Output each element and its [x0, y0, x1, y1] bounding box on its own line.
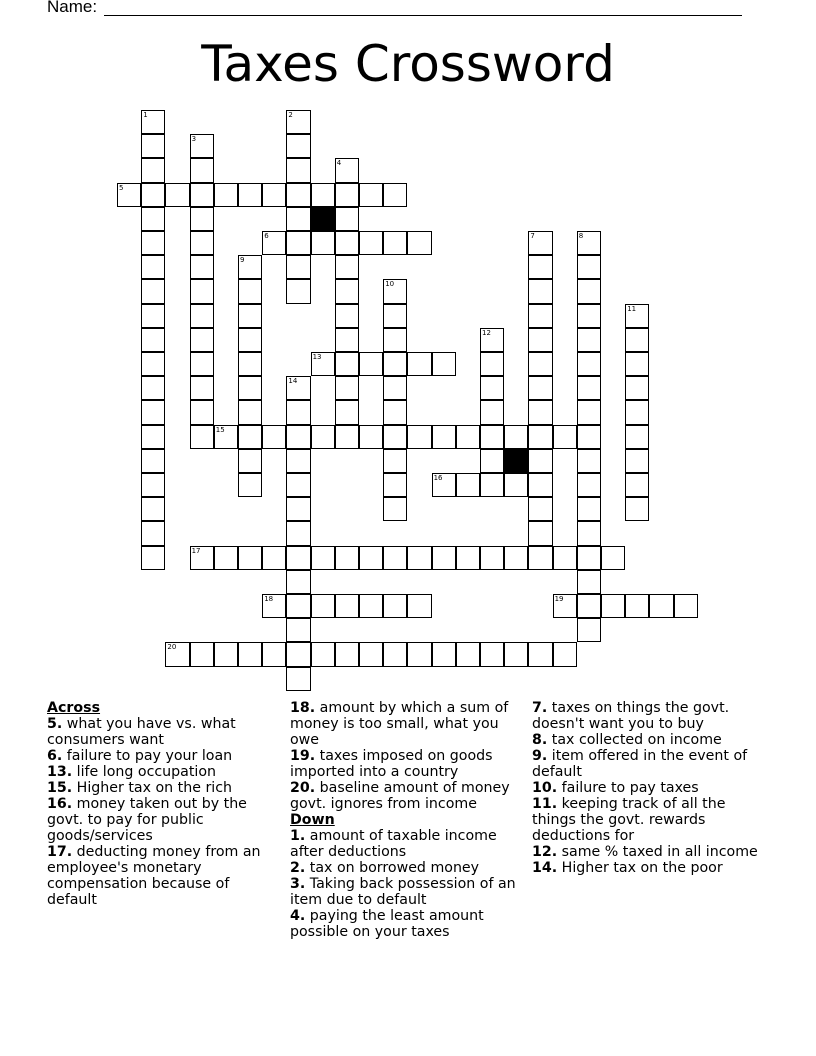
grid-cell[interactable] [480, 352, 504, 376]
across-clue [47, 764, 272, 780]
grid-cell[interactable] [456, 473, 480, 497]
grid-cell[interactable] [141, 255, 165, 279]
name-label: Name: [47, 0, 98, 16]
clue-number: 5 [119, 183, 124, 192]
grid-cell[interactable] [577, 594, 601, 618]
clue-number-label: 11. [532, 796, 558, 812]
grid-cell[interactable] [383, 304, 407, 328]
grid-cell[interactable] [238, 328, 262, 352]
clue-number: 12 [482, 328, 491, 337]
clue-number-label: 12. [532, 844, 558, 860]
grid-cell[interactable] [601, 594, 625, 618]
grid-cell[interactable] [238, 449, 262, 473]
grid-cell[interactable] [286, 473, 310, 497]
grid-cell[interactable] [335, 304, 359, 328]
grid-cell[interactable] [383, 594, 407, 618]
grid-cell[interactable] [335, 425, 359, 449]
grid-cell[interactable] [359, 594, 383, 618]
clue-number: 2 [288, 111, 293, 119]
grid-cell[interactable] [528, 425, 552, 449]
grid-cell[interactable] [311, 642, 335, 666]
grid-cell[interactable] [311, 425, 335, 449]
grid-cell[interactable] [625, 594, 649, 618]
grid-cell[interactable] [238, 304, 262, 328]
clue-number: 19 [554, 595, 564, 603]
across-clue [47, 716, 272, 748]
grid-cell[interactable] [262, 642, 286, 666]
grid-cell[interactable] [238, 376, 262, 400]
grid-cell[interactable] [335, 231, 359, 255]
grid-cell[interactable] [335, 279, 359, 303]
grid-cell[interactable] [528, 473, 552, 497]
grid-cell[interactable] [577, 546, 601, 570]
grid-cell[interactable] [311, 546, 335, 570]
grid-cell[interactable] [335, 400, 359, 424]
clue-number-label: 4. [290, 908, 306, 924]
grid-cell[interactable] [141, 279, 165, 303]
grid-cell[interactable] [141, 376, 165, 400]
grid-cell[interactable] [383, 497, 407, 521]
down-clue [290, 828, 522, 860]
grid-cell[interactable] [577, 255, 601, 279]
grid-cell[interactable] [407, 546, 431, 570]
grid-cell[interactable] [456, 425, 480, 449]
grid-cell[interactable] [286, 279, 310, 303]
grid-cell[interactable] [432, 546, 456, 570]
grid-cell[interactable] [625, 352, 649, 376]
down-clue [290, 908, 522, 940]
grid-cell[interactable] [480, 400, 504, 424]
grid-cell[interactable] [141, 207, 165, 231]
grid-cell[interactable] [577, 376, 601, 400]
grid-cell[interactable] [141, 425, 165, 449]
grid-cell[interactable] [335, 546, 359, 570]
clue-number-label: 18. [290, 700, 316, 716]
down-clue [290, 860, 522, 876]
across-clue [290, 780, 522, 812]
clue-text: failure to pay taxes [557, 780, 699, 796]
across-clue [290, 748, 522, 780]
clue-number: 13 [312, 353, 322, 361]
grid-cell[interactable] [262, 425, 286, 449]
grid-cell[interactable] [141, 328, 165, 352]
grid-cell[interactable] [335, 642, 359, 666]
down-clue [532, 780, 772, 796]
down-clue [532, 796, 772, 844]
clue-text: item offered in the event of default [532, 748, 748, 780]
grid-cell[interactable] [577, 279, 601, 303]
grid-cell[interactable] [286, 183, 310, 207]
grid-cell[interactable] [286, 400, 310, 424]
grid-cell[interactable] [480, 425, 504, 449]
grid-cell[interactable] [190, 158, 214, 182]
grid-cell[interactable] [480, 473, 504, 497]
clue-number: 16 [433, 474, 443, 482]
grid-cell[interactable] [141, 521, 165, 545]
grid-cell[interactable] [625, 400, 649, 424]
clue-number-label: 10. [532, 780, 558, 796]
grid-cell[interactable] [190, 231, 214, 255]
clue-number-label: 17. [47, 844, 73, 860]
down-clue [532, 844, 772, 860]
grid-cell[interactable] [141, 304, 165, 328]
grid-cell[interactable] [383, 473, 407, 497]
clue-number-label: 7. [532, 700, 548, 716]
grid-cell[interactable] [528, 546, 552, 570]
grid-cell[interactable] [141, 134, 165, 158]
grid-cell[interactable] [480, 642, 504, 666]
grid-cell[interactable] [625, 497, 649, 521]
clue-number: 4 [336, 159, 342, 168]
grid-cell[interactable] [577, 449, 601, 473]
grid-cell[interactable] [165, 183, 189, 207]
grid-cell[interactable] [359, 352, 383, 376]
grid-cell[interactable] [480, 546, 504, 570]
grid-cell[interactable] [432, 642, 456, 666]
grid-cell[interactable] [528, 328, 552, 352]
grid-cell[interactable] [625, 449, 649, 473]
clues-heading: Down [290, 812, 335, 828]
clue-text: Higher tax on the rich [72, 780, 233, 796]
grid-cell[interactable] [625, 425, 649, 449]
grid-cell[interactable] [432, 425, 456, 449]
clue-text: paying the least amount possible on your taxes [290, 908, 484, 940]
grid-cell[interactable] [214, 183, 238, 207]
clue-text: tax collected on income [547, 732, 722, 748]
grid-cell[interactable] [528, 279, 552, 303]
page-title: Taxes Crossword [201, 35, 615, 93]
grid-cell[interactable] [504, 473, 528, 497]
grid-cell[interactable] [262, 183, 286, 207]
grid-cell[interactable] [456, 642, 480, 666]
grid-cell[interactable] [286, 667, 310, 691]
grid-cell[interactable] [262, 546, 286, 570]
clue-text: failure to pay your loan [62, 748, 233, 764]
clue-number: 1 [143, 111, 148, 119]
grid-cell[interactable] [190, 304, 214, 328]
grid-cell[interactable] [286, 546, 310, 570]
grid-cell[interactable] [432, 352, 456, 376]
grid-cell[interactable] [577, 618, 601, 642]
grid-cell[interactable] [190, 400, 214, 424]
clue-number-label: 15. [47, 780, 73, 796]
clue-number-label: 6. [47, 748, 63, 764]
grid-cell[interactable] [286, 570, 310, 594]
grid-cell[interactable] [674, 594, 698, 618]
grid-cell[interactable] [311, 231, 335, 255]
across-clue [47, 748, 272, 764]
grid-cell[interactable] [190, 183, 214, 207]
grid-cell[interactable] [238, 546, 262, 570]
grid-cell[interactable] [286, 521, 310, 545]
clue-number: 17 [191, 546, 201, 555]
clue-number-label: 16. [47, 796, 73, 812]
grid-cell[interactable] [504, 546, 528, 570]
grid-cell[interactable] [286, 618, 310, 642]
clue-text: amount by which a sum of money is too small, what you owe [290, 700, 509, 748]
grid-cell[interactable] [311, 183, 335, 207]
clue-number-label: 1. [290, 828, 306, 844]
clue-text: money taken out by the govt. to pay for public goods/services [47, 796, 247, 844]
clue-number-label: 8. [532, 732, 548, 748]
grid-cell[interactable] [335, 328, 359, 352]
clues-column-2 [290, 700, 522, 940]
grid-cell[interactable] [553, 642, 577, 666]
grid-cell[interactable] [190, 279, 214, 303]
clue-number-label: 3. [290, 876, 306, 892]
grid-cell[interactable] [383, 328, 407, 352]
down-clue [532, 860, 772, 876]
grid-cell[interactable] [625, 473, 649, 497]
grid-cell[interactable] [577, 352, 601, 376]
grid-cell[interactable] [286, 449, 310, 473]
clue-number: 3 [191, 135, 197, 144]
grid-cell[interactable] [649, 594, 673, 618]
clue-text: amount of taxable income after deductions [290, 828, 497, 860]
clues-heading: Across [47, 700, 101, 716]
down-clue [532, 700, 772, 732]
grid-cell[interactable] [383, 183, 407, 207]
grid-cell[interactable] [383, 400, 407, 424]
grid-cell[interactable] [383, 231, 407, 255]
grid-cell[interactable] [577, 497, 601, 521]
down-clue [290, 876, 522, 908]
grid-cell[interactable] [311, 594, 335, 618]
down-clue [532, 748, 772, 780]
clue-number: 15 [215, 425, 225, 434]
grid-cell[interactable] [383, 642, 407, 666]
grid-cell[interactable] [407, 642, 431, 666]
clue-number: 10 [385, 280, 395, 289]
grid-cell[interactable] [286, 255, 310, 279]
grid-cell[interactable] [359, 425, 383, 449]
grid-cell[interactable] [383, 449, 407, 473]
clue-number: 18 [264, 595, 274, 603]
clue-text: deducting money from an employee's monetary compensation because of default [47, 844, 261, 908]
grid-cell[interactable] [504, 642, 528, 666]
grid-cell[interactable] [335, 183, 359, 207]
clue-number: 7 [530, 232, 535, 240]
clue-text: baseline amount of money govt. ignores from income [290, 780, 510, 812]
grid-cell[interactable] [286, 642, 310, 666]
grid-cell[interactable] [238, 425, 262, 449]
grid-cell[interactable] [141, 400, 165, 424]
clue-number-label: 14. [532, 860, 558, 876]
clue-text: Higher tax on the poor [557, 860, 723, 876]
clue-number-label: 13. [47, 764, 73, 780]
clue-number: 14 [288, 377, 298, 386]
grid-cell[interactable] [407, 594, 431, 618]
clue-text: what you have vs. what consumers want [47, 716, 236, 748]
grid-cell[interactable] [625, 376, 649, 400]
grid-cell[interactable] [190, 642, 214, 666]
clue-text: same % taxed in all income [557, 844, 758, 860]
grid-cell[interactable] [383, 425, 407, 449]
clue-text: tax on borrowed money [305, 860, 480, 876]
grid-cell[interactable] [335, 376, 359, 400]
grid-cell[interactable] [190, 425, 214, 449]
grid-cell[interactable] [190, 352, 214, 376]
grid-cell[interactable] [238, 279, 262, 303]
grid-cell[interactable] [286, 497, 310, 521]
grid-cell[interactable] [577, 425, 601, 449]
grid-cell[interactable] [335, 352, 359, 376]
grid-cell[interactable] [238, 183, 262, 207]
clue-number: 11 [627, 304, 637, 313]
grid-cell[interactable] [190, 255, 214, 279]
grid-cell[interactable] [383, 352, 407, 376]
grid-cell[interactable] [528, 255, 552, 279]
grid-cell[interactable] [577, 521, 601, 545]
grid-cell[interactable] [359, 183, 383, 207]
grid-cell[interactable] [407, 231, 431, 255]
clue-text: life long occupation [72, 764, 217, 780]
grid-cell[interactable] [577, 473, 601, 497]
grid-cell[interactable] [504, 425, 528, 449]
grid-cell[interactable] [286, 425, 310, 449]
clue-number-label: 20. [290, 780, 316, 796]
clue-text: taxes on things the govt. doesn't want you to buy [532, 700, 730, 732]
down-clue [532, 732, 772, 748]
clue-number-label: 19. [290, 748, 316, 764]
grid-cell[interactable] [286, 207, 310, 231]
grid-cell[interactable] [335, 207, 359, 231]
grid-cell[interactable] [238, 352, 262, 376]
grid-cell[interactable] [286, 134, 310, 158]
grid-cell[interactable] [553, 546, 577, 570]
grid-cell[interactable] [141, 158, 165, 182]
grid-cell[interactable] [528, 400, 552, 424]
black-cell [504, 449, 528, 473]
grid-cell[interactable] [286, 158, 310, 182]
clue-number-label: 9. [532, 748, 548, 764]
grid-cell[interactable] [577, 304, 601, 328]
grid-cell[interactable] [359, 642, 383, 666]
grid-cell[interactable] [286, 231, 310, 255]
clue-number: 8 [578, 232, 584, 240]
grid-cell[interactable] [601, 546, 625, 570]
grid-cell[interactable] [141, 449, 165, 473]
grid-cell[interactable] [238, 642, 262, 666]
grid-cell[interactable] [407, 425, 431, 449]
grid-cell[interactable] [553, 425, 577, 449]
clue-text: keeping track of all the things the govt. rewards deductions for [532, 796, 726, 844]
grid-cell[interactable] [528, 304, 552, 328]
grid-cell[interactable] [528, 449, 552, 473]
grid-cell[interactable] [238, 400, 262, 424]
clue-text: Taking back possession of an item due to default [290, 876, 516, 908]
grid-cell[interactable] [238, 473, 262, 497]
grid-cell[interactable] [528, 521, 552, 545]
grid-cell[interactable] [141, 231, 165, 255]
grid-cell[interactable] [190, 207, 214, 231]
grid-cell[interactable] [528, 376, 552, 400]
grid-cell[interactable] [528, 642, 552, 666]
grid-cell[interactable] [456, 546, 480, 570]
across-clue [290, 700, 522, 748]
clue-text: taxes imposed on goods imported into a country [290, 748, 493, 780]
clue-number: 9 [240, 256, 245, 265]
clue-number-label: 5. [47, 716, 63, 732]
grid-cell[interactable] [359, 546, 383, 570]
grid-cell[interactable] [214, 642, 238, 666]
grid-cell[interactable] [480, 449, 504, 473]
grid-cell[interactable] [528, 352, 552, 376]
black-cell [311, 207, 335, 231]
clue-number-label: 2. [290, 860, 306, 876]
grid-cell[interactable] [383, 376, 407, 400]
grid-cell[interactable] [407, 352, 431, 376]
grid-cell[interactable] [577, 570, 601, 594]
grid-cell[interactable] [141, 352, 165, 376]
grid-cell[interactable] [577, 328, 601, 352]
grid-cell[interactable] [335, 255, 359, 279]
grid-cell[interactable] [190, 328, 214, 352]
grid-cell[interactable] [141, 473, 165, 497]
grid-cell[interactable] [141, 546, 165, 570]
clue-number: 6 [264, 232, 269, 240]
across-clue [47, 844, 272, 908]
grid-cell[interactable] [141, 183, 165, 207]
grid-cell[interactable] [528, 497, 552, 521]
grid-cell[interactable] [141, 497, 165, 521]
grid-cell[interactable] [577, 400, 601, 424]
grid-cell[interactable] [214, 546, 238, 570]
across-clue [47, 796, 272, 844]
across-clue [47, 780, 272, 796]
clue-number: 20 [167, 643, 177, 652]
clues-column-1 [47, 700, 272, 908]
grid-cell[interactable] [480, 376, 504, 400]
grid-cell[interactable] [383, 546, 407, 570]
grid-cell[interactable] [625, 328, 649, 352]
grid-cell[interactable] [359, 231, 383, 255]
grid-cell[interactable] [335, 594, 359, 618]
clues-column-3 [532, 700, 772, 876]
grid-cell[interactable] [190, 376, 214, 400]
grid-cell[interactable] [286, 594, 310, 618]
